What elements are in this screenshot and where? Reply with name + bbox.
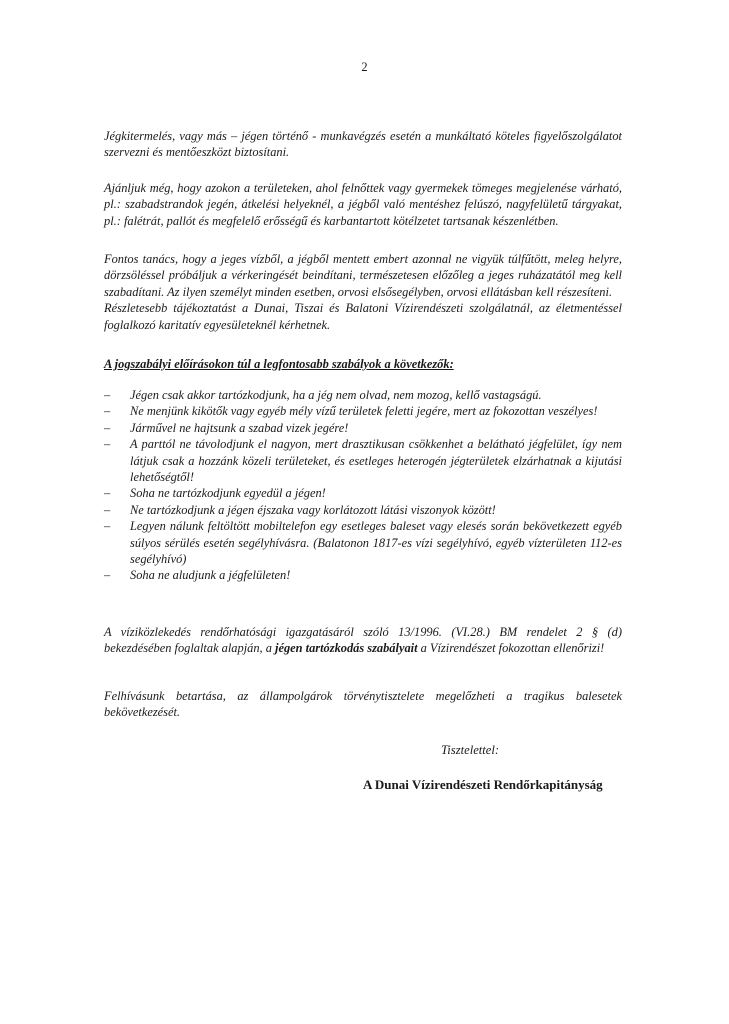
paragraph-appeal: [104, 688, 622, 721]
paragraph-advice: [104, 251, 622, 333]
list-item: [104, 403, 622, 419]
regulation-after: a Vízirendészet fokozottan ellenőrizi!: [417, 641, 605, 656]
rule-text: Soha ne tartózkodjunk egyedül a jégen!: [130, 486, 326, 501]
page-number: 2: [361, 60, 368, 74]
dash-bullet: –: [104, 437, 111, 452]
list-item: [104, 502, 622, 518]
regulation-text: [104, 624, 622, 657]
closing-greeting: Tisztelettel:: [441, 743, 500, 757]
list-item: [104, 387, 622, 403]
rule-text: Legyen nálunk feltöltött mobiltelefon egy esetleges baleset vagy elesés során bekövetkezett egyéb súlyos sérülés esetén segélyhívásra. (Balatonon 1817-es vízi segélyhívó, egyéb vízterületen 112-es segélyhívó): [130, 519, 622, 567]
recommendation-text: Ajánljuk még, hogy azokon a területeken, ahol felnőttek vagy gyermekek tömeges megjelenése várható, pl.: szabadstrandok jegén, átkelési helyeknél, a jégből való mentéshez felúszó, nagyfelületű tárgyakat, pl.: falétrát, pallót és megfelelő erősségű és karbantartott kötélzetet tartsanak készenlétben.: [104, 181, 622, 228]
dash-bullet: –: [104, 568, 111, 583]
dash-bullet: –: [104, 502, 111, 517]
dash-bullet: –: [104, 388, 111, 402]
rule-text: Ne menjünk kikötők vagy egyéb mély vízű területek feletti jegére, mert az fokozottan veszélyes!: [130, 404, 598, 419]
appeal-text: Felhívásunk betartása, az állampolgárok törvénytisztelete megelőzheti a tragikus balesetek bekövetkezését.: [104, 689, 622, 720]
rules-heading-block: [104, 356, 622, 372]
more-info-text: Részletesebb tájékoztatást a Dunai, Tiszai és Balatoni Vízirendészeti szolgálatnál, az életmentéssel foglalkozó karitatív egyesületeknél kérhetnek.: [104, 301, 622, 332]
rules-heading: A jogszabályi előírásokon túl a legfontosabb szabályok a következők:: [104, 357, 454, 371]
advice-text: Fontos tanács, hogy a jeges vízből, a jégből mentett embert azonnal ne vigyük túlfűtött, meleg helyre, dörzsöléssel próbáljuk a vérkeringését beindítani, természetesen előzőleg a jeges ruházatától meg kell szabadítani. Az ilyen személyt minden esetben, orvosi elsősegélyben, orvosi ellátásban kell részesíteni.: [104, 252, 622, 299]
rule-text: Járművel ne hajtsunk a szabad vizek jegére!: [130, 420, 349, 435]
rule-text: Soha ne aludjunk a jégfelületen!: [130, 568, 291, 583]
rule-text: A parttól ne távolodjunk el nagyon, mert drasztikusan csökkenhet a belátható jégfelület, így nem látjuk csak a hozzánk közeli területeket, és esetleges heterogén jégterületek elzárhatnak a kijutási lehetőségtől!: [130, 437, 622, 485]
paragraph-regulation: [104, 624, 622, 657]
regulation-emphasis: jégen tartózkodás szabályait: [275, 641, 418, 656]
list-item: [104, 436, 622, 485]
dash-bullet: –: [104, 519, 111, 534]
ice-work-text: Jégkitermelés, vagy más – jégen történő - munkavégzés esetén a munkáltató köteles figyelőszolgálatot szervezni és mentőeszközt biztosítani.: [104, 129, 622, 160]
dash-bullet: –: [104, 404, 111, 419]
list-item: [104, 518, 622, 567]
rules-list: [104, 387, 622, 584]
paragraph-recommendation: [104, 180, 622, 229]
dash-bullet: –: [104, 420, 111, 435]
regulation-before: A víziközlekedés rendőrhatósági igazgatásáról szóló 13/1996. (VI.28.) BM rendelet 2 § (d) bekezdésében foglaltak alapján, a: [104, 625, 622, 656]
rule-text: Jégen csak akkor tartózkodjunk, ha a jég nem olvad, nem mozog, kellő vastagságú.: [130, 388, 542, 402]
rules-list-block: [104, 387, 622, 584]
list-item: [104, 567, 622, 583]
signature: A Dunai Vízirendészeti Rendőrkapitányság: [363, 777, 603, 792]
rule-text: Ne tartózkodjunk a jégen éjszaka vagy korlátozott látási viszonyok között!: [130, 502, 496, 517]
paragraph-ice-work: [104, 128, 622, 161]
list-item: [104, 485, 622, 501]
list-item: [104, 420, 622, 436]
dash-bullet: –: [104, 486, 111, 501]
